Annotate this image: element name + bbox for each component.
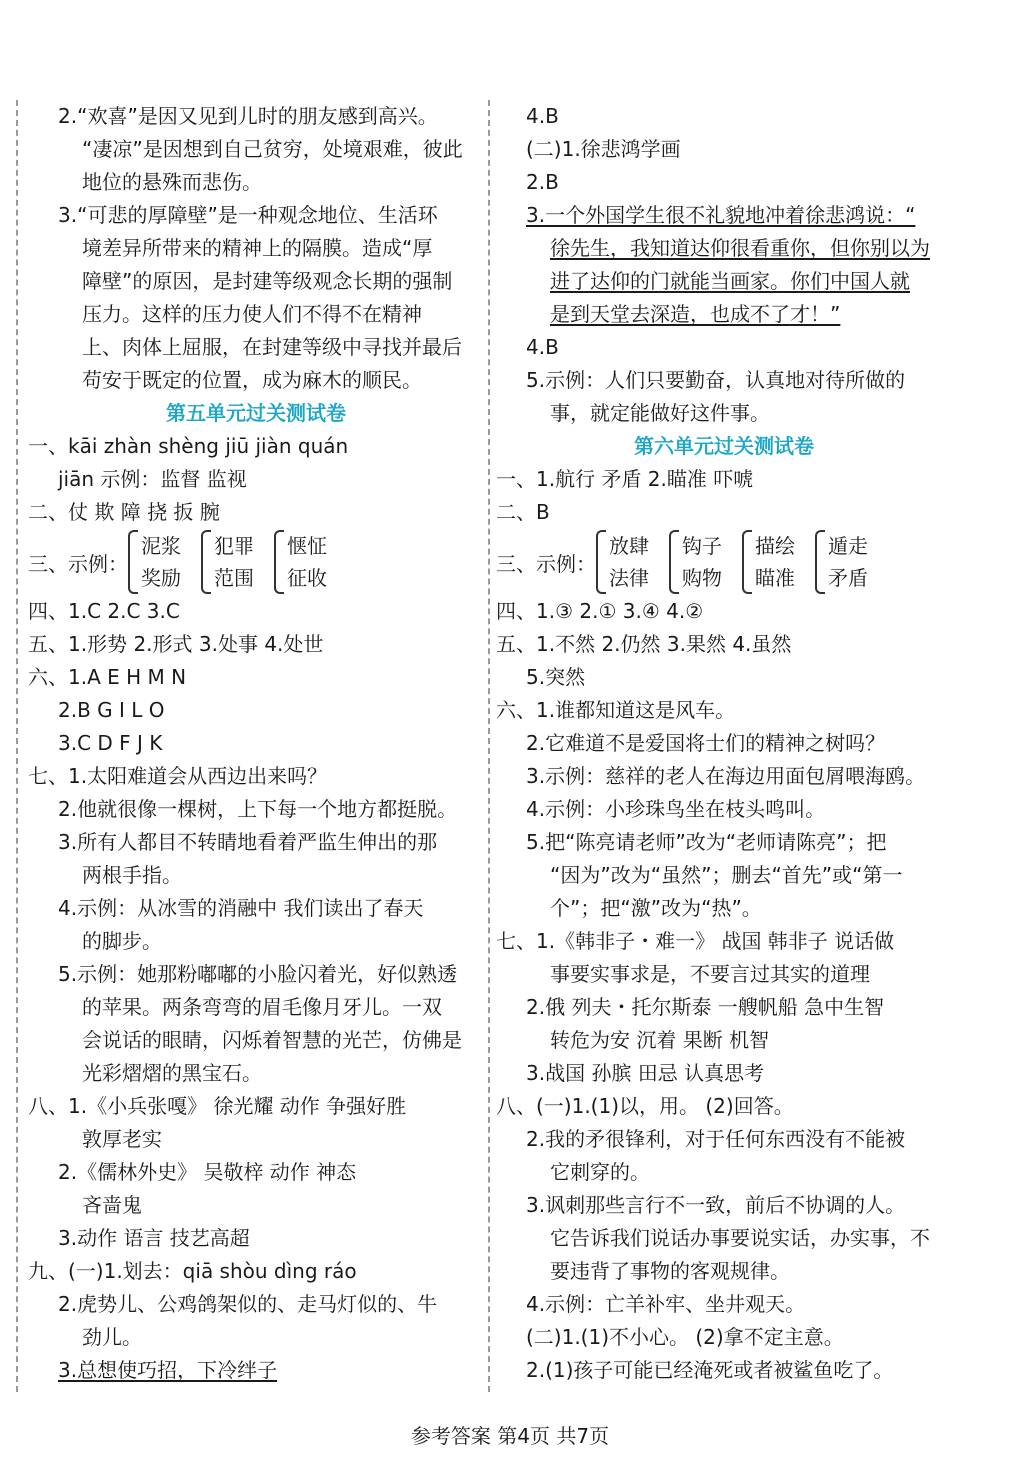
answer-text: 事，就定能做好这件事。	[550, 401, 770, 425]
answer-line	[496, 100, 952, 133]
answer-line	[28, 232, 484, 265]
brace-pair	[596, 530, 649, 594]
pair-word: 惬怔	[287, 534, 327, 558]
page-footer: 参考答案 第4页 共7页	[410, 1424, 610, 1448]
answer-line	[28, 826, 484, 859]
brace-icon	[201, 530, 211, 594]
answer-line	[496, 958, 952, 991]
pair-word: 法律	[609, 566, 649, 590]
answer-line	[28, 694, 484, 727]
answer-text: 第五单元过关测试卷	[166, 401, 346, 425]
answer-text: 2.他就很像一棵树，上下每一个地方都挺脱。	[58, 797, 458, 821]
answer-text: 第六单元过关测试卷	[634, 434, 814, 458]
pair-word: 奖励	[141, 566, 181, 590]
pair-word: 放肆	[609, 534, 649, 558]
answer-text: “因为”改为“虽然”；删去“首先”或“第一	[550, 863, 903, 887]
answer-text: “凄凉”是因想到自己贫穷，处境艰难，彼此	[82, 137, 463, 161]
answer-text: 五、1.不然 2.仍然 3.果然 4.虽然	[496, 632, 792, 656]
answer-text: 3.示例：慈祥的老人在海边用面包屑喂海鸥。	[526, 764, 926, 788]
answer-text: 一、kāi zhàn shèng jiū jiàn quán	[28, 434, 349, 458]
answer-line	[496, 232, 952, 265]
answer-text: 境差异所带来的精神上的隔膜。造成“厚	[82, 236, 433, 260]
section-heading	[496, 430, 952, 463]
answer-text: 3.动作 语言 技艺高超	[58, 1226, 250, 1250]
answer-text: 4.B	[526, 104, 559, 128]
answer-text: 3.一个外国学生很不礼貌地冲着徐悲鸿说：“	[526, 203, 916, 227]
answer-line	[28, 100, 484, 133]
answer-line	[496, 199, 952, 232]
answer-line	[496, 1255, 952, 1288]
answer-text: 2.B	[526, 170, 559, 194]
answer-text: 它告诉我们说话办事要说实话，办实事，不	[550, 1226, 930, 1250]
answer-text: 2.俄 列夫・托尔斯泰 一艘帆船 急中生智	[526, 995, 885, 1019]
pair-word: 描绘	[755, 534, 795, 558]
pair-word: 征收	[287, 566, 327, 590]
answer-text: 会说话的眼睛，闪烁着智慧的光芒，仿佛是	[82, 1028, 462, 1052]
answer-line	[496, 991, 952, 1024]
answer-line	[496, 1057, 952, 1090]
answer-line	[28, 1123, 484, 1156]
pair-word: 矛盾	[828, 566, 868, 590]
brace-icon	[742, 530, 752, 594]
brace-pair	[669, 530, 722, 594]
answer-line	[28, 1255, 484, 1288]
answer-line	[496, 1288, 952, 1321]
answer-line	[496, 694, 952, 727]
answer-line	[496, 397, 952, 430]
answer-text: 2.(1)孩子可能已经淹死或者被鲨鱼吃了。	[526, 1358, 894, 1382]
answer-line	[496, 661, 952, 694]
answer-line	[28, 1189, 484, 1222]
answer-line	[496, 265, 952, 298]
answer-line	[28, 331, 484, 364]
answer-text: 4.示例：从冰雪的消融中 我们读出了春天	[58, 896, 424, 920]
answer-text: 4.B	[526, 335, 559, 359]
answer-line	[496, 463, 952, 496]
answer-text: 3.讽刺那些言行不一致，前后不协调的人。	[526, 1193, 906, 1217]
answer-text: 5.把“陈亮请老师”改为“老师请陈亮”；把	[526, 830, 887, 854]
answer-text: 转危为安 沉着 果断 机智	[550, 1028, 770, 1052]
answer-line	[28, 1090, 484, 1123]
answer-text: 2.“欢喜”是因又见到儿时的朋友感到高兴。	[58, 104, 438, 128]
answer-text: 是到天堂去深造，也成不了才！”	[550, 302, 841, 326]
answer-line	[496, 1222, 952, 1255]
answer-line	[496, 859, 952, 892]
answer-line	[28, 727, 484, 760]
answer-line	[28, 991, 484, 1024]
answer-text: 吝啬鬼	[82, 1193, 142, 1217]
answer-text: 两根手指。	[82, 863, 182, 887]
answer-text: 九、(一)1.划去：qiā shòu dìng ráo	[28, 1259, 357, 1283]
answer-line	[28, 1156, 484, 1189]
answer-line	[496, 1123, 952, 1156]
answer-line	[28, 859, 484, 892]
answer-text: 二、B	[496, 500, 550, 524]
answer-text: 2.它难道不是爱国将士们的精神之树吗？	[526, 731, 886, 755]
answer-line	[28, 760, 484, 793]
answer-line	[496, 331, 952, 364]
answer-text: 敦厚老实	[82, 1127, 162, 1151]
answer-line	[28, 1321, 484, 1354]
brace-icon	[815, 530, 825, 594]
answer-text: 2.《儒林外史》 吴敬梓 动作 神态	[58, 1160, 357, 1184]
answer-line	[28, 958, 484, 991]
answer-line	[496, 892, 952, 925]
answer-text: 二、仗 欺 障 挠 扳 腕	[28, 500, 220, 524]
answer-text: 2.我的矛很锋利，对于任何东西没有不能被	[526, 1127, 906, 1151]
answer-line	[28, 298, 484, 331]
answer-text: 2.虎势儿、公鸡鸽架似的、走马灯似的、牛	[58, 1292, 438, 1316]
answer-text: 要违背了事物的客观规律。	[550, 1259, 790, 1283]
answer-line	[28, 265, 484, 298]
answer-line	[28, 892, 484, 925]
answer-text: 苟安于既定的位置，成为麻木的顺民。	[82, 368, 422, 392]
brace-pair	[742, 530, 795, 594]
column-divider	[488, 100, 490, 1392]
answer-line	[496, 1156, 952, 1189]
answer-line	[496, 760, 952, 793]
answer-line	[496, 628, 952, 661]
answer-text: 4.示例：亡羊补牢、坐井观天。	[526, 1292, 806, 1316]
answer-line	[496, 826, 952, 859]
group-label: 三、示例：	[496, 551, 596, 576]
brace-pair	[815, 530, 868, 594]
answer-line	[28, 463, 484, 496]
answer-line	[496, 1321, 952, 1354]
answer-line	[496, 133, 952, 166]
answer-text: jiān 示例：监督 监视	[58, 467, 247, 491]
brace-icon	[669, 530, 679, 594]
answer-text: 5.示例：她那粉嘟嘟的小脸闪着光，好似熟透	[58, 962, 458, 986]
answer-text: 3.C D F J K	[58, 731, 163, 755]
answer-line	[28, 1288, 484, 1321]
answer-line	[28, 1024, 484, 1057]
answer-line	[28, 1057, 484, 1090]
answer-text: 5.示例：人们只要勤奋，认真地对待所做的	[526, 368, 906, 392]
answer-text: 七、1.《韩非子・难一》 战国 韩非子 说话做	[496, 929, 895, 953]
answer-line	[496, 496, 952, 529]
answer-text: 六、1.谁都知道这是风车。	[496, 698, 736, 722]
answer-line	[28, 166, 484, 199]
answer-text: 徐先生，我知道达仰很看重你，但你别以为	[550, 236, 930, 260]
answer-text: 地位的悬殊而悲伤。	[82, 170, 262, 194]
answer-text: 4.示例：小珍珠鸟坐在枝头鸣叫。	[526, 797, 826, 821]
answer-text: 它刺穿的。	[550, 1160, 650, 1184]
pair-word: 遁走	[828, 534, 868, 558]
word-group	[496, 529, 952, 595]
answer-line	[28, 925, 484, 958]
group-label: 三、示例：	[28, 551, 128, 576]
answer-text: 3.所有人都目不转睛地看着严监生伸出的那	[58, 830, 438, 854]
answer-line	[28, 496, 484, 529]
answer-text: 3.“可悲的厚障壁”是一种观念地位、生活环	[58, 203, 438, 227]
answer-line	[496, 595, 952, 628]
left-margin-dashed-line	[16, 100, 18, 1392]
answer-text: 一、1.航行 矛盾 2.瞄准 吓唬	[496, 467, 754, 491]
answer-text: 四、1.C 2.C 3.C	[28, 599, 180, 623]
pair-word: 范围	[214, 566, 254, 590]
answer-text: 2.B G I L O	[58, 698, 165, 722]
brace-pair	[201, 530, 254, 594]
answer-text: 五、1.形势 2.形式 3.处事 4.处世	[28, 632, 324, 656]
pair-word: 瞄准	[755, 566, 795, 590]
answer-line	[28, 133, 484, 166]
answer-text: 事要实事求是，不要言过其实的道理	[550, 962, 870, 986]
answer-line	[496, 364, 952, 397]
answer-text: 障壁”的原因，是封建等级观念长期的强制	[82, 269, 453, 293]
answer-text: 八、(一)1.(1)以，用。 (2)回答。	[496, 1094, 794, 1118]
answer-line	[28, 1354, 484, 1387]
brace-pair	[128, 530, 181, 594]
answer-text: (二)1.(1)不小心。 (2)拿不定主意。	[526, 1325, 844, 1349]
answer-line	[496, 1024, 952, 1057]
answer-line	[28, 595, 484, 628]
answer-line	[496, 1189, 952, 1222]
answer-text: 压力。这样的压力使人们不得不在精神	[82, 302, 422, 326]
right-column	[496, 100, 952, 1387]
pair-word: 钩子	[682, 534, 722, 558]
left-column	[28, 100, 484, 1387]
answer-line	[28, 628, 484, 661]
brace-icon	[274, 530, 284, 594]
brace-icon	[596, 530, 606, 594]
answer-text: 七、1.太阳难道会从西边出来吗？	[28, 764, 328, 788]
answer-text: 四、1.③ 2.① 3.④ 4.②	[496, 599, 704, 623]
answer-line	[496, 166, 952, 199]
brace-icon	[128, 530, 138, 594]
answer-text: 5.突然	[526, 665, 586, 689]
answer-line	[28, 661, 484, 694]
answer-line	[496, 1354, 952, 1387]
answer-line	[496, 793, 952, 826]
answer-text: 劲儿。	[82, 1325, 142, 1349]
answer-text: 上、肉体上屈服，在封建等级中寻找并最后	[82, 335, 462, 359]
answer-text: 的脚步。	[82, 929, 162, 953]
answer-text: 光彩熠熠的黑宝石。	[82, 1061, 262, 1085]
answer-text: 的苹果。两条弯弯的眉毛像月牙儿。一双	[82, 995, 442, 1019]
answer-line	[496, 727, 952, 760]
answer-text: 个”；把“激”改为“热”。	[550, 896, 762, 920]
answer-line	[496, 925, 952, 958]
answer-text: 八、1.《小兵张嘎》 徐光耀 动作 争强好胜	[28, 1094, 407, 1118]
section-heading	[28, 397, 484, 430]
answer-line	[28, 793, 484, 826]
pair-word: 犯罪	[214, 534, 254, 558]
answer-text: 3.战国 孙膑 田忌 认真思考	[526, 1061, 765, 1085]
answer-line	[496, 1090, 952, 1123]
answer-line	[28, 364, 484, 397]
answer-text: 六、1.A E H M N	[28, 665, 187, 689]
word-group	[28, 529, 484, 595]
pair-word: 购物	[682, 566, 722, 590]
brace-pair	[274, 530, 327, 594]
answer-text: 3.总想使巧招，下冷绊子	[58, 1358, 278, 1382]
answer-text: (二)1.徐悲鸿学画	[526, 137, 681, 161]
answer-line	[28, 1222, 484, 1255]
answer-line	[28, 199, 484, 232]
answer-line	[496, 298, 952, 331]
pair-word: 泥浆	[141, 534, 181, 558]
answer-text: 进了达仰的门就能当画家。你们中国人就	[550, 269, 910, 293]
answer-line	[28, 430, 484, 463]
